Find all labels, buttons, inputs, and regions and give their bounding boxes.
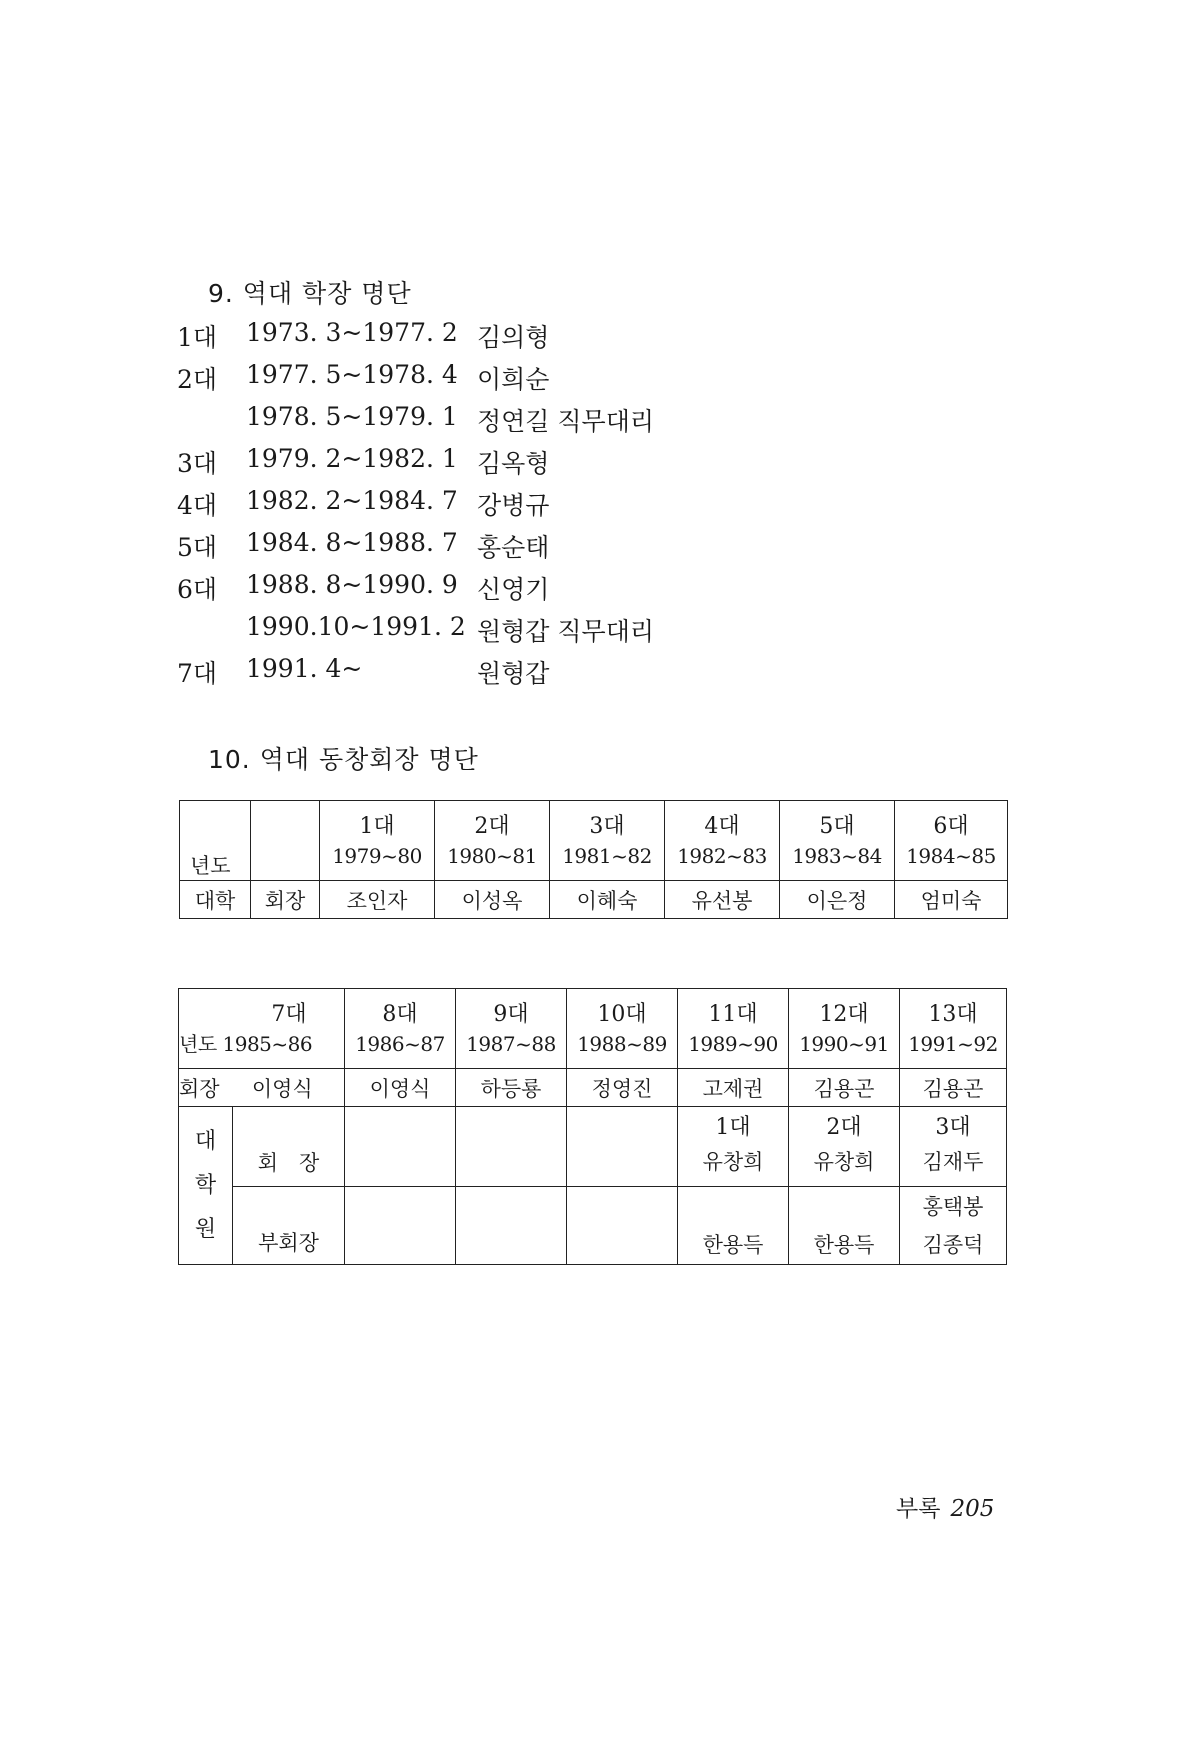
president-name: 이은정 [780, 881, 895, 919]
generation: 13대 [928, 1001, 978, 1027]
years: 1981~82 [562, 843, 652, 868]
table-row [180, 881, 1008, 919]
dean-name: 원형갑 직무대리 [477, 617, 654, 646]
years: 1986~87 [355, 1031, 445, 1056]
generation-cell [678, 989, 789, 1069]
year-years-line [179, 1030, 344, 1058]
generation: 12대 [819, 1001, 869, 1027]
president-name: 이성옥 [435, 881, 550, 919]
generation: 3대 [177, 449, 218, 478]
table-row [179, 1187, 1007, 1265]
period: 1990.10~1991. 2 [246, 612, 466, 641]
president-name: 김용곤 [900, 1069, 1007, 1107]
page-footer [896, 1490, 994, 1523]
dean-name: 이희순 [477, 365, 550, 394]
grad-vice-cell [678, 1187, 789, 1265]
president-label: 회장 [179, 1076, 220, 1101]
table-row [179, 1069, 1007, 1107]
grad-president-cell [456, 1107, 567, 1187]
dean-name: 김의형 [477, 323, 550, 352]
generation-cell [780, 801, 895, 881]
president-name: 이영식 [251, 1076, 313, 1101]
generation: 6대 [933, 813, 969, 839]
years: 1987~88 [466, 1031, 556, 1056]
period: 1979. 2~1982. 1 [246, 444, 458, 473]
generation-cell [900, 989, 1007, 1069]
years: 1984~85 [906, 843, 996, 868]
generation: 10대 [597, 1001, 647, 1027]
section-9-title: 9. 역대 학장 명단 [208, 279, 412, 308]
vice-president-name: 홍택봉 [922, 1194, 984, 1219]
dean-name: 정연길 직무대리 [477, 407, 654, 436]
generation: 11대 [708, 1001, 758, 1027]
generation: 1대 [359, 813, 395, 839]
grad-vice-cell [567, 1187, 678, 1265]
grad-school-text: 대학원 [194, 1128, 217, 1242]
generation-cell [435, 801, 550, 881]
grad-president-label-text: 회 장 [257, 1151, 320, 1175]
period: 1977. 5~1978. 4 [246, 360, 458, 389]
dean-name: 원형갑 [477, 659, 550, 688]
president-label: 회장 [251, 881, 320, 919]
grad-vice-label-text: 부회장 [258, 1231, 319, 1255]
grad-president-cell [567, 1107, 678, 1187]
years: 1982~83 [677, 843, 767, 868]
dean-name: 강병규 [477, 491, 550, 520]
period: 1984. 8~1988. 7 [246, 528, 458, 557]
year-label-cell [180, 801, 251, 881]
appendix-label: 부록 [896, 1496, 941, 1522]
period: 1991. 4~ [246, 654, 363, 683]
grad-president-name: 유창희 [813, 1149, 875, 1174]
grad-vice-cell [456, 1187, 567, 1265]
generation-cell [895, 801, 1008, 881]
generation-cell [345, 989, 456, 1069]
generation-cell [320, 801, 435, 881]
president-name: 엄미숙 [895, 881, 1008, 919]
years: 1991~92 [908, 1031, 998, 1056]
grad-president-label [233, 1107, 345, 1187]
president-name: 김용곤 [789, 1069, 900, 1107]
president-name: 정영진 [567, 1069, 678, 1107]
grad-generation: 2대 [826, 1114, 862, 1140]
grad-generation: 3대 [935, 1114, 971, 1140]
table-row [180, 801, 1008, 881]
generation: 4대 [177, 491, 218, 520]
generation-cell [789, 989, 900, 1069]
year-label: 년도 [190, 854, 231, 878]
generation: 2대 [177, 365, 218, 394]
generation-cell [456, 989, 567, 1069]
period: 1973. 3~1977. 2 [246, 318, 458, 347]
dean-name: 신영기 [477, 575, 550, 604]
president-name: 이혜숙 [550, 881, 665, 919]
generation: 9대 [493, 1001, 529, 1027]
period: 1982. 2~1984. 7 [246, 486, 458, 515]
years: 1983~84 [792, 843, 882, 868]
period: 1988. 8~1990. 9 [246, 570, 458, 599]
generation-cell [550, 801, 665, 881]
president-name: 유선봉 [665, 881, 780, 919]
table-row [179, 989, 1007, 1069]
alumni-presidents-table-1 [179, 800, 1008, 919]
vice-president-name: 한용득 [702, 1233, 764, 1257]
grad-president-cell [900, 1107, 1007, 1187]
page-number: 205 [950, 1496, 995, 1522]
years: 1989~90 [688, 1031, 778, 1056]
empty-cell [251, 801, 320, 881]
section-10-title: 10. 역대 동창회장 명단 [208, 745, 479, 774]
president-name: 이영식 [345, 1069, 456, 1107]
grad-president-cell [678, 1107, 789, 1187]
grad-vice-cell [900, 1187, 1007, 1265]
generation: 2대 [474, 813, 510, 839]
vice-president-name: 김종덕 [922, 1232, 984, 1257]
grad-president-name: 김재두 [922, 1149, 984, 1174]
grad-vice-label [233, 1187, 345, 1265]
generation: 5대 [819, 813, 855, 839]
grad-president-cell [789, 1107, 900, 1187]
generation: 1대 [177, 323, 218, 352]
dean-name: 홍순태 [477, 533, 550, 562]
grad-vice-cell [789, 1187, 900, 1265]
years: 1985~86 [222, 1031, 313, 1056]
period: 1978. 5~1979. 1 [246, 402, 458, 431]
generation-cell [665, 801, 780, 881]
president-name: 고제권 [678, 1069, 789, 1107]
president-cell [179, 1069, 345, 1107]
generation: 4대 [704, 813, 740, 839]
generation: 6대 [177, 575, 218, 604]
generation: 8대 [382, 1001, 418, 1027]
years: 1990~91 [799, 1031, 889, 1056]
generation-cell [179, 989, 345, 1069]
years: 1980~81 [447, 843, 537, 868]
grad-school-label [179, 1107, 233, 1265]
generation: 7대 [177, 659, 218, 688]
grad-president-cell [345, 1107, 456, 1187]
table-row [179, 1107, 1007, 1187]
year-label: 년도 [179, 1031, 217, 1056]
years: 1988~89 [577, 1031, 667, 1056]
univ-label: 대학 [180, 881, 251, 919]
vice-president-name: 한용득 [813, 1233, 875, 1257]
grad-vice-cell [345, 1187, 456, 1265]
president-name: 하등룡 [456, 1069, 567, 1107]
grad-generation: 1대 [715, 1114, 751, 1140]
dean-name: 김옥형 [477, 449, 550, 478]
generation-cell [567, 989, 678, 1069]
generation: 7대 [271, 1001, 307, 1027]
alumni-presidents-table-2 [178, 988, 1007, 1265]
president-name: 조인자 [320, 881, 435, 919]
years: 1979~80 [332, 843, 422, 868]
grad-president-name: 유창희 [702, 1149, 764, 1174]
generation: 5대 [177, 533, 218, 562]
generation: 3대 [589, 813, 625, 839]
